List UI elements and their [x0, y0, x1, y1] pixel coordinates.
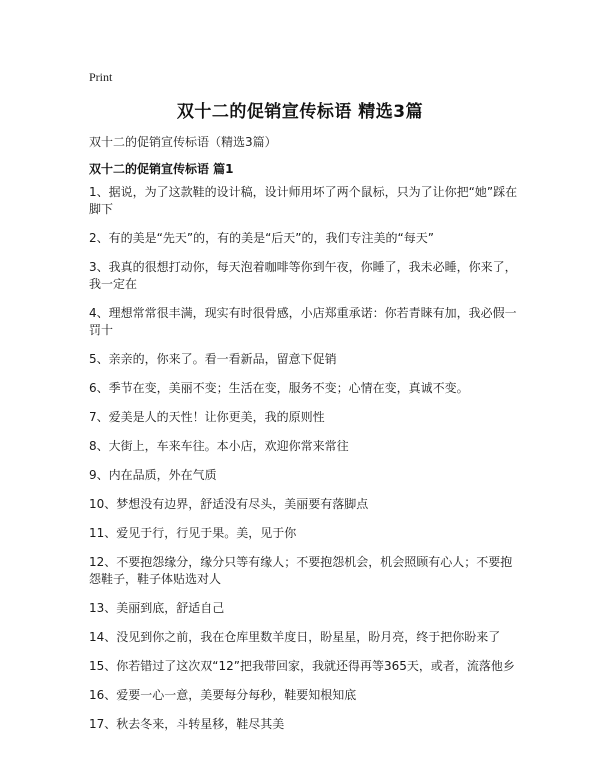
section-heading: 双十二的促销宣传标语 篇1: [89, 162, 234, 176]
list-item: 12、不要抱怨缘分，缘分只等有缘人；不要抱怨机会，机会照顾有心人；不要抱怨鞋子，鞋子体贴选对人: [89, 555, 513, 586]
list-item: 6、季节在变，美丽不变；生活在变，服务不变；心情在变，真诚不变。: [89, 381, 469, 395]
list-item: 7、爱美是人的天性！让你更美，我的原则性: [89, 410, 325, 424]
list-item: 3、我真的很想打动你，每天泡着咖啡等你到午夜，你睡了，我未必睡，你来了，我一定在: [89, 260, 517, 291]
page-title: 双十二的促销宣传标语 精选3篇: [176, 102, 424, 122]
list-item: 10、梦想没有边界，舒适没有尽头，美丽要有落脚点: [89, 497, 369, 511]
list-item: 4、理想常常很丰满，现实有时很骨感，小店郑重承诺：你若青睐有加，我必假一罚十: [89, 306, 517, 337]
list-item: 15、你若错过了这次双“12”把我带回家，我就还得再等365天，或者，流落他乡: [89, 659, 515, 673]
list-item: 14、没见到你之前，我在仓库里数羊度日，盼星星，盼月亮，终于把你盼来了: [89, 630, 501, 644]
print-link[interactable]: Print: [89, 70, 113, 84]
page-subtitle: 双十二的促销宣传标语（精选3篇）: [89, 135, 277, 149]
list-item: 2、有的美是“先天”的，有的美是“后天”的，我们专注美的“每天”: [89, 231, 434, 245]
list-item: 9、内在品质，外在气质: [89, 468, 217, 482]
list-item: 8、大街上，车来车往。本小店，欢迎你常来常往: [89, 439, 349, 453]
list-item: 13、美丽到底，舒适自己: [89, 601, 225, 615]
list-item: 11、爱见于行，行见于果。美，见于你: [89, 526, 297, 540]
list-item: 5、亲亲的，你来了。看一看新品，留意下促销: [89, 352, 337, 366]
list-item: 17、秋去冬来，斗转星移，鞋尽其美: [89, 717, 285, 731]
list-item: 1、据说，为了这款鞋的设计稿，设计师用坏了两个鼠标，只为了让你把“她”踩在脚下: [89, 185, 518, 216]
slogan-list: [89, 184, 519, 745]
list-item: 16、爱要一心一意，美要每分每秒，鞋要知根知底: [89, 688, 357, 702]
